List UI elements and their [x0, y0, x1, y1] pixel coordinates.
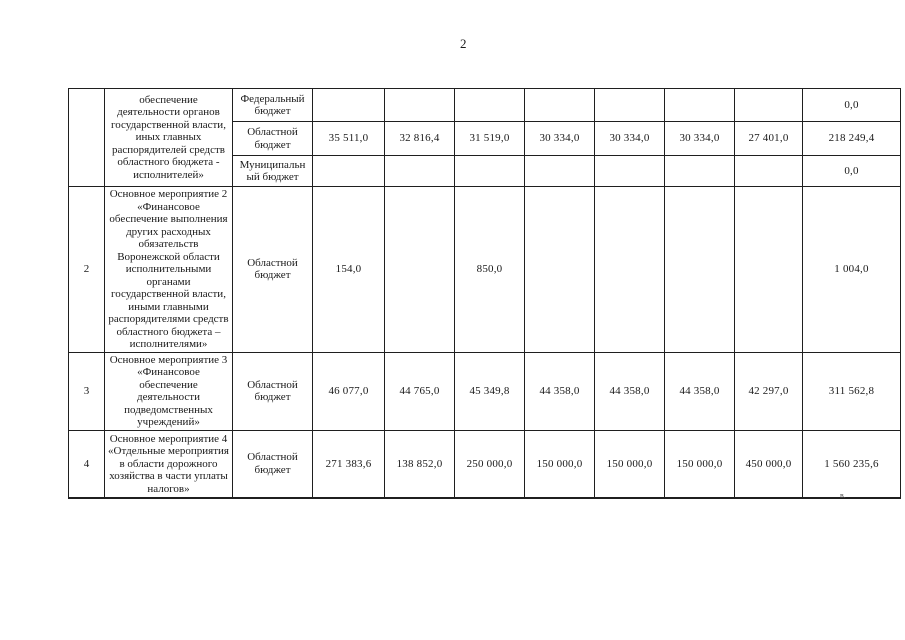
cell-value: [313, 89, 385, 122]
cell-value: [525, 89, 595, 122]
cell-total: 0,0: [803, 156, 901, 187]
cell-value: [385, 156, 455, 187]
scan-artifact-mark: в.: [840, 491, 846, 500]
table-row: [69, 430, 901, 498]
cell-activity-name: Основное мероприятие 2 «Финансовое обеспечение выполнения других расходных обязательств Воронежской области исполнительными органами государственной власти, иными главными распорядителями средств областного бюджета – исполнителями»: [105, 187, 233, 353]
cell-num: 2: [69, 187, 105, 353]
cell-value: 44 358,0: [665, 352, 735, 430]
cell-value: 44 358,0: [525, 352, 595, 430]
cell-value: 42 297,0: [735, 352, 803, 430]
cell-value: 154,0: [313, 187, 385, 353]
cell-num: 4: [69, 430, 105, 498]
cell-value: [665, 187, 735, 353]
cell-value: 850,0: [455, 187, 525, 353]
cell-activity-name: Основное мероприятие 4 «Отдельные мероприятия в области дорожного хозяйства в части уплаты налогов»: [105, 430, 233, 498]
cell-value: [525, 156, 595, 187]
cell-budget-source: Областной бюджет: [233, 352, 313, 430]
cell-value: 150 000,0: [595, 430, 665, 498]
cell-budget-source: Областной бюджет: [233, 187, 313, 353]
cell-value: 150 000,0: [665, 430, 735, 498]
cell-activity-name: Основное мероприятие 3 «Финансовое обеспечение деятельности подведомственных учреждений»: [105, 352, 233, 430]
cell-value: [665, 156, 735, 187]
cell-value: [595, 89, 665, 122]
cell-total: 1 004,0: [803, 187, 901, 353]
cell-value: 32 816,4: [385, 122, 455, 156]
cell-num: [69, 89, 105, 187]
cell-value: 27 401,0: [735, 122, 803, 156]
cell-value: [385, 187, 455, 353]
cell-value: 31 519,0: [455, 122, 525, 156]
cell-value: 44 765,0: [385, 352, 455, 430]
cell-value: 150 000,0: [525, 430, 595, 498]
cell-value: [385, 89, 455, 122]
cell-value: [735, 187, 803, 353]
cell-value: 271 383,6: [313, 430, 385, 498]
cell-value: 450 000,0: [735, 430, 803, 498]
page-number: 2: [460, 36, 467, 51]
cell-total: 311 562,8: [803, 352, 901, 430]
cell-value: [665, 89, 735, 122]
cell-value: 138 852,0: [385, 430, 455, 498]
cell-value: [313, 156, 385, 187]
cell-value: 46 077,0: [313, 352, 385, 430]
cell-value: [455, 89, 525, 122]
cell-value: 250 000,0: [455, 430, 525, 498]
cell-total: 218 249,4: [803, 122, 901, 156]
table-row: [69, 89, 901, 122]
cell-value: [595, 156, 665, 187]
cell-value: 35 511,0: [313, 122, 385, 156]
cell-value: 30 334,0: [595, 122, 665, 156]
cell-value: 30 334,0: [665, 122, 735, 156]
cell-value: [735, 89, 803, 122]
cell-budget-source: Областной бюджет: [233, 122, 313, 156]
cell-value: [735, 156, 803, 187]
cell-budget-source: Областной бюджет: [233, 430, 313, 498]
cell-value: [455, 156, 525, 187]
budget-table: [68, 88, 901, 499]
cell-budget-source: Муниципальный бюджет: [233, 156, 313, 187]
cell-num: 3: [69, 352, 105, 430]
cell-value: [595, 187, 665, 353]
cell-value: 30 334,0: [525, 122, 595, 156]
cell-value: [525, 187, 595, 353]
cell-total: 0,0: [803, 89, 901, 122]
table-row: [69, 352, 901, 430]
cell-activity-name: обеспечение деятельности органов государственной власти, иных главных распорядителей средств областного бюджета - исполнителей»: [105, 89, 233, 187]
cell-total: 1 560 235,6: [803, 430, 901, 498]
cell-value: 45 349,8: [455, 352, 525, 430]
cell-value: 44 358,0: [595, 352, 665, 430]
table-row: [69, 187, 901, 353]
cell-budget-source: Федеральный бюджет: [233, 89, 313, 122]
